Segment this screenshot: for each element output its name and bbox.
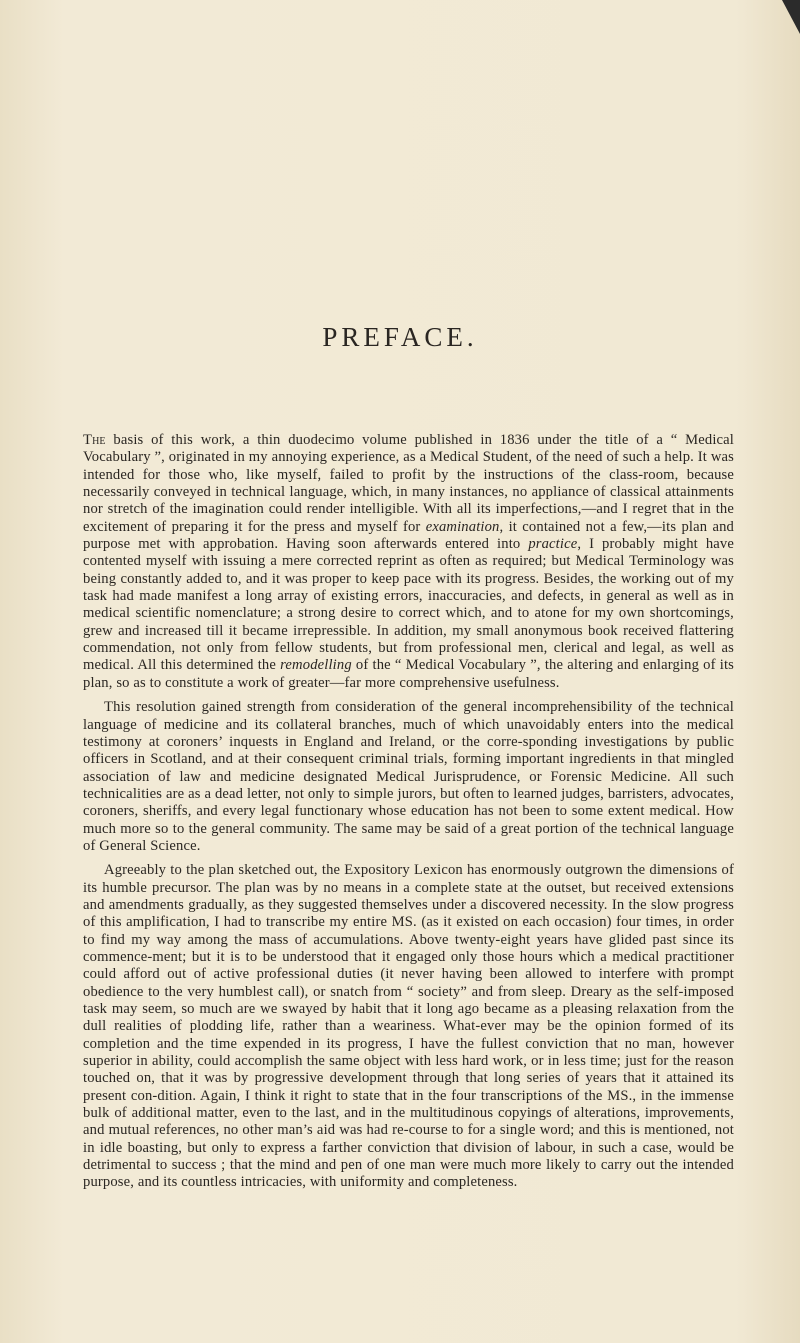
page-corner-shadow (782, 0, 800, 34)
paragraph-2 (83, 699, 734, 855)
paragraph-3 (83, 862, 734, 1192)
emphasis-text: examination (425, 518, 500, 535)
paragraph-1 (83, 432, 734, 692)
emphasis-text: remodelling (280, 657, 352, 674)
emphasis-text: practice (528, 536, 578, 553)
page-title: PREFACE. (322, 322, 478, 352)
paragraph-text: This resolution gained strength from consideration of the general incomprehensibility of the technical language of medicine and its collateral branches, much of which unavoidably enters into the medical testimony at coroners’ inquests in England and Ireland, or the corre-sponding investigations by public officers in Scotland, and at their consequent criminal trials, forming important ingredients in that mingled association of law and medicine designated Medical Jurisprudence, or Forensic Medicine. All such technicalities are as a dead letter, not only to simple jurors, but often to learned judges, barristers, advocates, coroners, sheriffs, and every legal functionary whose education has not been to some extent medical. How much more so to the general community. The same may be said of a great portion of the technical language of General Science. (83, 699, 734, 854)
paragraph-lead: The (83, 432, 106, 448)
paragraph-text: of the “ Medical Vocabulary ”, the altering and enlarging of its plan, so as to constitute a work of greater—far more comprehensive usefulness. (83, 657, 734, 691)
preface-body (83, 432, 734, 1199)
paragraph-text: , it contained not a few,—its plan and purpose met with approbation. Having soon afterwards entered into (83, 518, 734, 553)
paragraph-text: , I probably might have contented myself with issuing a mere corrected reprint as often as required; but Medical Terminology was being constantly added to, and it was proper to keep pace with its progress. Besides, the working out of my task had made manifest a long array of existing errors, inaccuracies, and defects, in general as well as in medical scientific nomenclature; a strong desire to correct which, and to atone for my own shortcomings, grew and increased till it became irrepressible. In addition, my small anonymous book received flattering commendation, not only from fellow students, but from professional men, clerical and legal, as well as medical. All this determined the (83, 536, 734, 674)
paragraph-text: basis of this work, a thin duodecimo volume published in 1836 under the title of a “ Medical Vocabulary ”, originated in my annoying experience, as a Medical Student, of the need of such a help. It was intended for those who, like myself, failed to profit by the instructions of the class-room, because necessarily conveyed in technical language, which, in many instances, no appliance of classical attainments nor stretch of the imagination could render intelligible. With all its imperfections,—and I regret that in the excitement of preparing it for the press and myself for (83, 432, 734, 535)
paragraph-text: Agreeably to the plan sketched out, the Expository Lexicon has enormously outgrown the dimensions of its humble precursor. The plan was by no means in a complete state at the outset, but received extensions and amendments gradually, as they suggested themselves under a discovered necessity. In the slow progress of this amplification, I had to transcribe my entire MS. (as it existed on each occasion) four times, in order to find my way among the mass of accumulations. Above twenty-eight years have glided past since its commence-ment; but it is to be understood that it engaged only those hours which a medical practitioner could afford out of active professional duties (it never having been allowed to interfere with prompt obedience to the very humblest call), or snatch from “ society” and from sleep. Dreary as the self-imposed task may seem, so much are we swayed by habit that it long ago became as a pleasing relaxation from the dull realities of plodding life, rather than a weariness. What-ever may be the opinion formed of its completion and the time expended in its progress, I have the fullest conviction that no man, however superior in ability, could accomplish the same object with less hard work, or in less time; just for the reason touched on, that it was by progressive development through that long series of years that it attained its present con-dition. Again, I think it right to state that in the four transcriptions of the MS., in the immense bulk of additional matter, even to the last, and in the multitudinous copyings of alterations, improvements, and mutual references, no other man’s aid was had re-course to for a single word; and this is mentioned, not in idle boasting, but only to express a farther conviction that division of labour, in such a case, would be detrimental to success ; that the mind and pen of one man were much more likely to carry out the intended purpose, and its countless intricacies, with uniformity and completeness. (83, 862, 734, 1191)
